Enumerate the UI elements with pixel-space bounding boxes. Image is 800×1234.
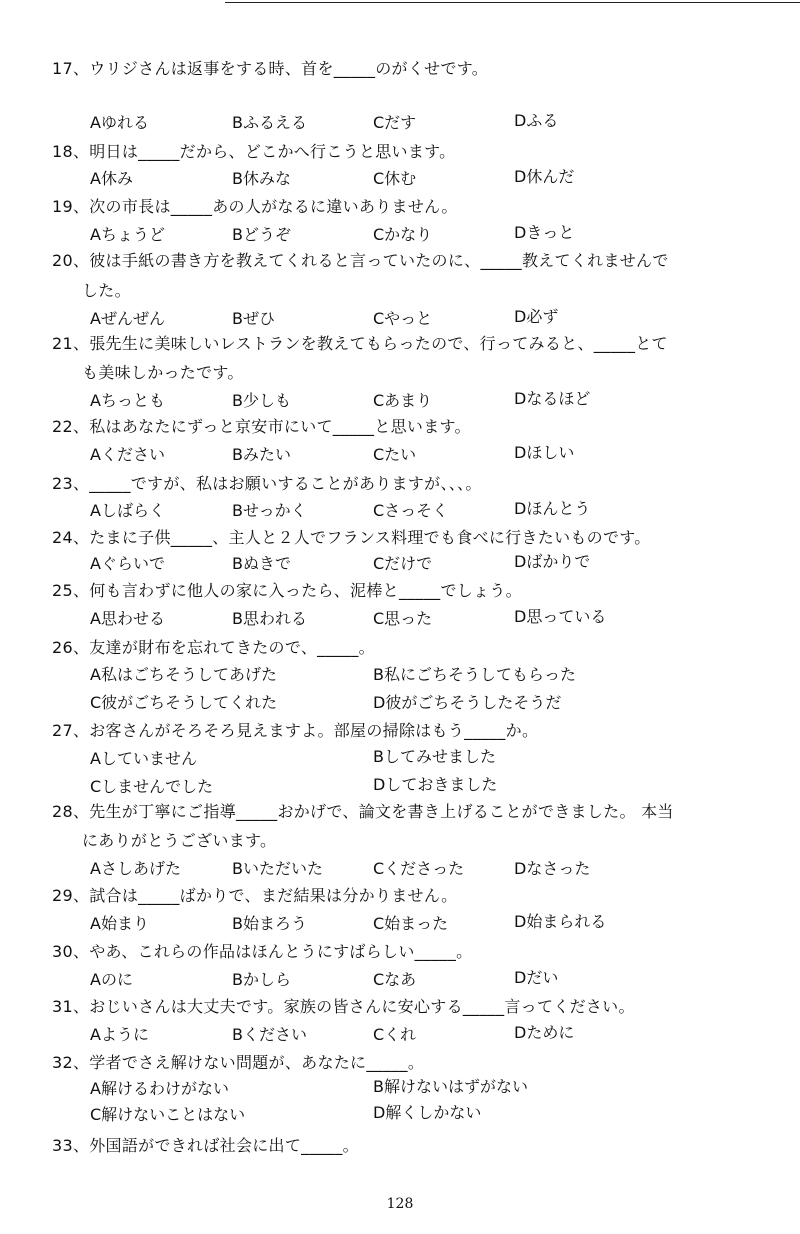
- q18-option-a: A休み: [90, 169, 133, 188]
- q18-option-c: C休む: [373, 169, 417, 188]
- q26-option-d: D彼がごちそうしたそうだ: [373, 693, 562, 712]
- q27-option-a: Aしていません: [90, 749, 197, 768]
- question-21-continuation: も美味しかったです。: [82, 363, 244, 382]
- q28-option-c: Cくださった: [373, 859, 465, 878]
- q22-option-b: Bみたい: [232, 445, 291, 464]
- q19-option-c: Cかなり: [373, 225, 433, 244]
- q20-option-a: Aぜんぜん: [90, 309, 165, 328]
- q32-option-a: A解けるわけがない: [90, 1079, 229, 1098]
- question-26-stem: 26、友達が財布を忘れてきたので、_____。: [52, 638, 375, 657]
- question-28-continuation: にありがとうございます。: [82, 831, 277, 850]
- q19-option-b: Bどうぞ: [232, 225, 291, 244]
- q17-option-a: Aゆれる: [90, 113, 149, 132]
- question-20-continuation: した。: [82, 281, 131, 300]
- q22-option-c: Cたい: [373, 445, 417, 464]
- question-23-stem: 23、_____ですが、私はお願いすることがありますが、、、。: [52, 474, 482, 493]
- question-18-stem: 18、明日は_____だから、どこかへ行こうと思います。: [52, 142, 456, 161]
- q25-option-c: C思った: [373, 609, 433, 628]
- question-20-stem: 20、彼は手紙の書き方を教えてくれると言っていたのに、_____教えてくれませんで: [52, 251, 669, 270]
- question-25-stem: 25、何も言わずに他人の家に入ったら、泥棒と_____でしょう。: [52, 581, 522, 600]
- q23-option-d: Dほんとう: [514, 499, 591, 518]
- question-17-stem: 17、ウリジさんは返事をする時、首を_____のがくせです。: [52, 59, 489, 78]
- q28-option-b: Bいただいた: [232, 859, 323, 878]
- q27-option-c: Cしませんでした: [90, 777, 214, 796]
- q25-option-b: B思われる: [232, 609, 307, 628]
- q25-option-d: D思っている: [514, 607, 607, 626]
- question-31-stem: 31、おじいさんは大丈夫です。家族の皆さんに安心する_____言ってください。: [52, 997, 635, 1016]
- question-27-stem: 27、お客さんがそろそろ見えますよ。部屋の掃除はもう_____か。: [52, 721, 539, 740]
- q31-option-d: Dために: [514, 1023, 575, 1042]
- q24-option-a: Aぐらいで: [90, 554, 165, 573]
- q31-option-a: Aように: [90, 1025, 149, 1044]
- question-29-stem: 29、試合は_____ばかりで、まだ結果は分かりません。: [52, 886, 458, 905]
- q31-option-c: Cくれ: [373, 1025, 417, 1044]
- question-28-stem: 28、先生が丁寧にご指導_____おかげで、論文を書き上げることができました。 本当: [52, 802, 674, 821]
- question-33-stem: 33、外国語ができれば社会に出て_____。: [52, 1136, 359, 1155]
- question-22-stem: 22、私はあなたにずっと京安市にいて_____と思います。: [52, 417, 471, 436]
- q20-option-b: Bぜひ: [232, 309, 275, 328]
- q23-option-a: Aしばらく: [90, 501, 165, 520]
- q32-option-b: B解けないはずがない: [373, 1077, 528, 1096]
- q30-option-d: Dだい: [514, 968, 559, 987]
- question-21-stem: 21、張先生に美味しいレストランを教えてもらったので、行ってみると、_____とて: [52, 334, 668, 353]
- q17-option-b: Bふるえる: [232, 113, 307, 132]
- top-rule: [225, 2, 800, 3]
- q18-option-b: B休みな: [232, 169, 291, 188]
- q22-option-a: Aください: [90, 445, 165, 464]
- q29-option-a: A始まり: [90, 914, 149, 933]
- q19-option-a: Aちょうど: [90, 225, 165, 244]
- question-30-stem: 30、やあ、これらの作品はほんとうにすばらしい_____。: [52, 942, 473, 961]
- q23-option-b: Bせっかく: [232, 501, 307, 520]
- page-number: 128: [386, 1196, 414, 1212]
- q29-option-d: D始まられる: [514, 912, 607, 931]
- q31-option-b: Bください: [232, 1025, 307, 1044]
- q26-option-c: C彼がごちそうしてくれた: [90, 693, 278, 712]
- q28-option-a: Aさしあげた: [90, 859, 181, 878]
- q23-option-c: Cさっそく: [373, 501, 449, 520]
- q17-option-c: Cだす: [373, 113, 417, 132]
- q29-option-c: C始まった: [373, 914, 449, 933]
- question-32-stem: 32、学者でさえ解けない問題が、あなたに_____。: [52, 1053, 425, 1072]
- q28-option-d: Dなさった: [514, 859, 591, 878]
- q20-option-c: Cやっと: [373, 309, 433, 328]
- q27-option-d: Dしておきました: [373, 775, 498, 794]
- q19-option-d: Dきっと: [514, 223, 575, 242]
- q26-option-a: A私はごちそうしてあげた: [90, 665, 277, 684]
- q20-option-d: D必ず: [514, 307, 559, 326]
- q21-option-c: Cあまり: [373, 391, 433, 410]
- q30-option-c: Cなあ: [373, 970, 417, 989]
- q30-option-b: Bかしら: [232, 970, 291, 989]
- q25-option-a: A思わせる: [90, 609, 165, 628]
- q32-option-c: C解けないことはない: [90, 1105, 246, 1124]
- question-24-stem: 24、たまに子供_____、主人と２人でフランス料理でも食べに行きたいものです。: [52, 528, 651, 547]
- q21-option-a: Aちっとも: [90, 391, 165, 410]
- q24-option-c: Cだけで: [373, 554, 433, 573]
- q27-option-b: Bしてみせました: [373, 747, 496, 766]
- q21-option-b: B少しも: [232, 391, 291, 410]
- q22-option-d: Dほしい: [514, 443, 575, 462]
- q24-option-d: Dばかりで: [514, 552, 591, 571]
- q30-option-a: Aのに: [90, 970, 133, 989]
- q26-option-b: B私にごちそうしてもらった: [373, 665, 576, 684]
- question-19-stem: 19、次の市長は_____あの人がなるに違いありません。: [52, 197, 458, 216]
- q29-option-b: B始まろう: [232, 914, 307, 933]
- q17-option-d: Dふる: [514, 111, 559, 130]
- q32-option-d: D解くしかない: [373, 1103, 482, 1122]
- q18-option-d: D休んだ: [514, 167, 575, 186]
- q21-option-d: Dなるほど: [514, 389, 591, 408]
- q24-option-b: Bぬきで: [232, 554, 291, 573]
